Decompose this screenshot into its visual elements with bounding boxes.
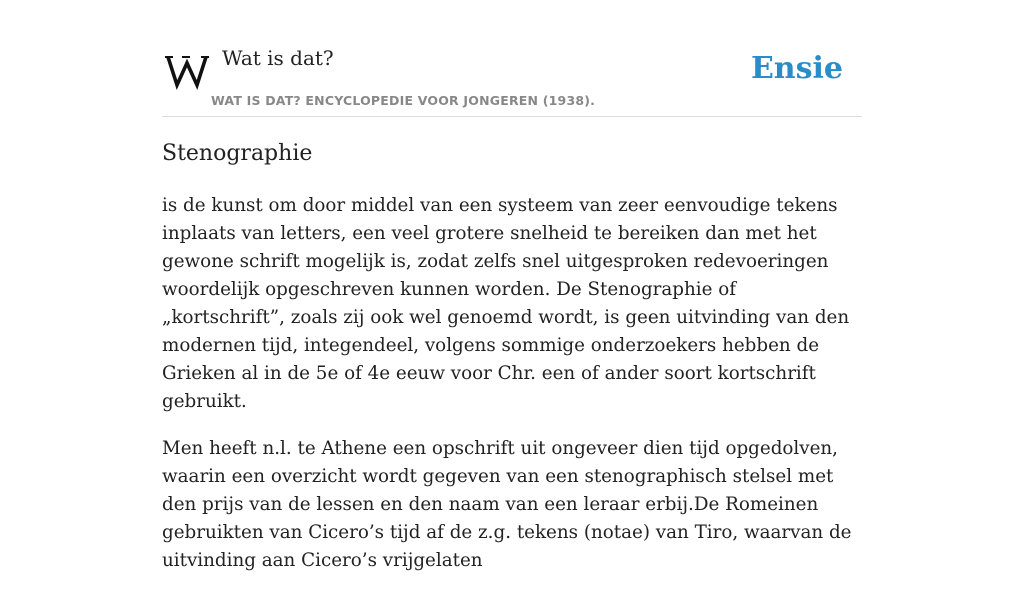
article-paragraph: is de kunst om door middel van een systeem van zeer eenvoudige tekens inplaats van letters, een veel grotere snelheid te bereiken dan met het gewone schrift mogelijk is, zodat zelfs snel uitgesproken redevoeringen woordelijk opgeschreven kunnen worden. De Stenographie of „kortschrift”, zoals zij ook wel genoemd wordt, is geen uitvinding van den modernen tijd, integendeel, volgens sommige onderzoekers hebben de Grieken al in de 5e of 4e eeuw voor Chr. een of ander soort kortschrift gebruikt.: [162, 195, 850, 412]
site-header: [162, 0, 862, 117]
brand-logo[interactable]: Ensie: [750, 51, 843, 86]
source-subtitle: WAT IS DAT? ENCYCLOPEDIE VOOR JONGEREN (1938).: [211, 93, 596, 108]
page-container: [162, 0, 862, 571]
site-title[interactable]: Wat is dat?: [222, 46, 334, 70]
article-title: Stenographie: [162, 141, 313, 166]
wikipedia-w-icon[interactable]: [164, 52, 210, 90]
article-body: [162, 192, 862, 594]
article-paragraph: Men heeft n.l. te Athene een opschrift uit ongeveer dien tijd opgedolven, waarin een overzicht wordt gegeven van een stenographisch stelsel met den prijs van de lessen en den naam van een leraar erbij.De Romeinen gebruikten van Cicero’s tijd af de z.g. tekens (notae) van Tiro, waarvan de uitvinding aan Cicero’s vrijgelaten: [162, 438, 852, 571]
w-logo-glyph: [165, 53, 209, 89]
